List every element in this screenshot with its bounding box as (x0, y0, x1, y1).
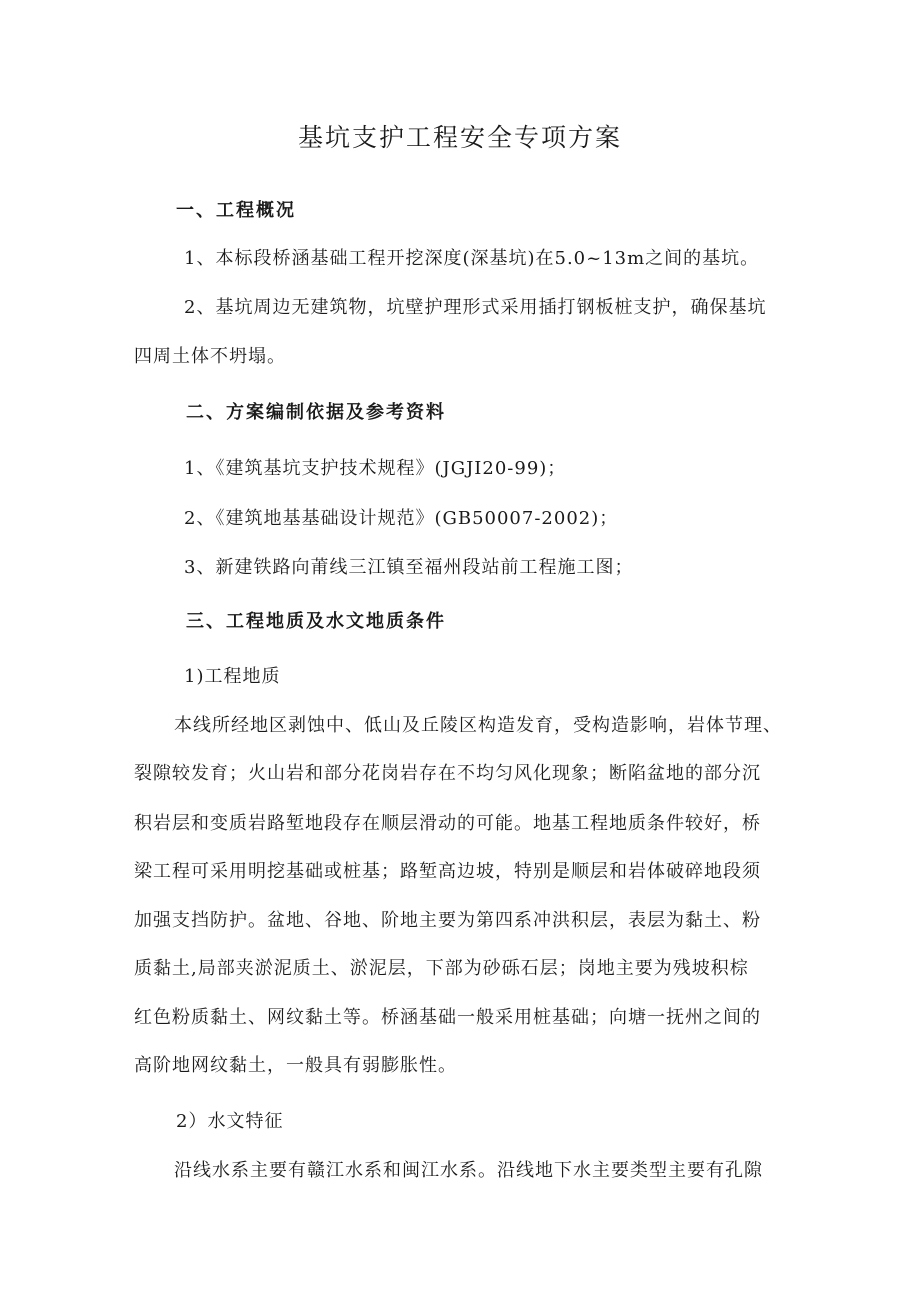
paragraph-line: 梁工程可采用明挖基础或桩基；路堑高边坡，特别是顺层和岩体破碎地段须 (134, 861, 761, 882)
paragraph-line: 红色粉质黏土、网纹黏土等。桥涵基础一般采用桩基础；向塘一抚州之间的 (134, 1007, 761, 1028)
paragraph-line: 本线所经地区剥蚀中、低山及丘陵区构造发育，受构造影响，岩体节理、 (174, 715, 782, 736)
reference-item: 2、《建筑地基基础设计规范》(GB50007-2002)； (184, 508, 619, 529)
reference-item: 1、《建筑基坑支护技术规程》(JGJI20-99)； (184, 458, 567, 479)
section-heading-overview: 一、工程概况 (176, 200, 296, 221)
paragraph-line: 四周土体不坍塌。 (134, 346, 286, 367)
paragraph-line: 沿线水系主要有赣江水系和闽江水系。沿线地下水主要类型主要有孔隙 (174, 1160, 763, 1181)
paragraph-line: 裂隙较发育；火山岩和部分花岗岩存在不均匀风化现象；断陷盆地的部分沉 (134, 763, 761, 784)
paragraph-line: 高阶地网纹黏土，一般具有弱膨胀性。 (134, 1055, 457, 1076)
subsection-heading-hydrology: 2）水文特征 (176, 1111, 284, 1132)
paragraph-line: 加强支挡防护。盆地、谷地、阶地主要为第四系冲洪积层，表层为黏土、粉 (134, 910, 761, 931)
section-heading-geology: 三、工程地质及水文地质条件 (186, 611, 446, 632)
paragraph-line: 积岩层和变质岩路堑地段存在顺层滑动的可能。地基工程地质条件较好，桥 (134, 813, 761, 834)
document-title: 基坑支护工程安全专项方案 (297, 123, 622, 152)
subsection-heading-geology: 1)工程地质 (184, 666, 281, 687)
paragraph-line: 质黏土,局部夹淤泥质土、淤泥层，下部为砂砾石层；岗地主要为残坡积棕 (134, 958, 749, 979)
paragraph-line: 1、本标段桥涵基础工程开挖深度(深基坑)在5.0~13m之间的基坑。 (184, 248, 760, 269)
section-heading-basis: 二、方案编制依据及参考资料 (186, 402, 446, 423)
paragraph-line: 2、基坑周边无建筑物，坑壁护理形式采用插打钢板桩支护，确保基坑 (184, 297, 767, 318)
reference-item: 3、新建铁路向莆线三江镇至福州段站前工程施工图； (184, 557, 634, 578)
